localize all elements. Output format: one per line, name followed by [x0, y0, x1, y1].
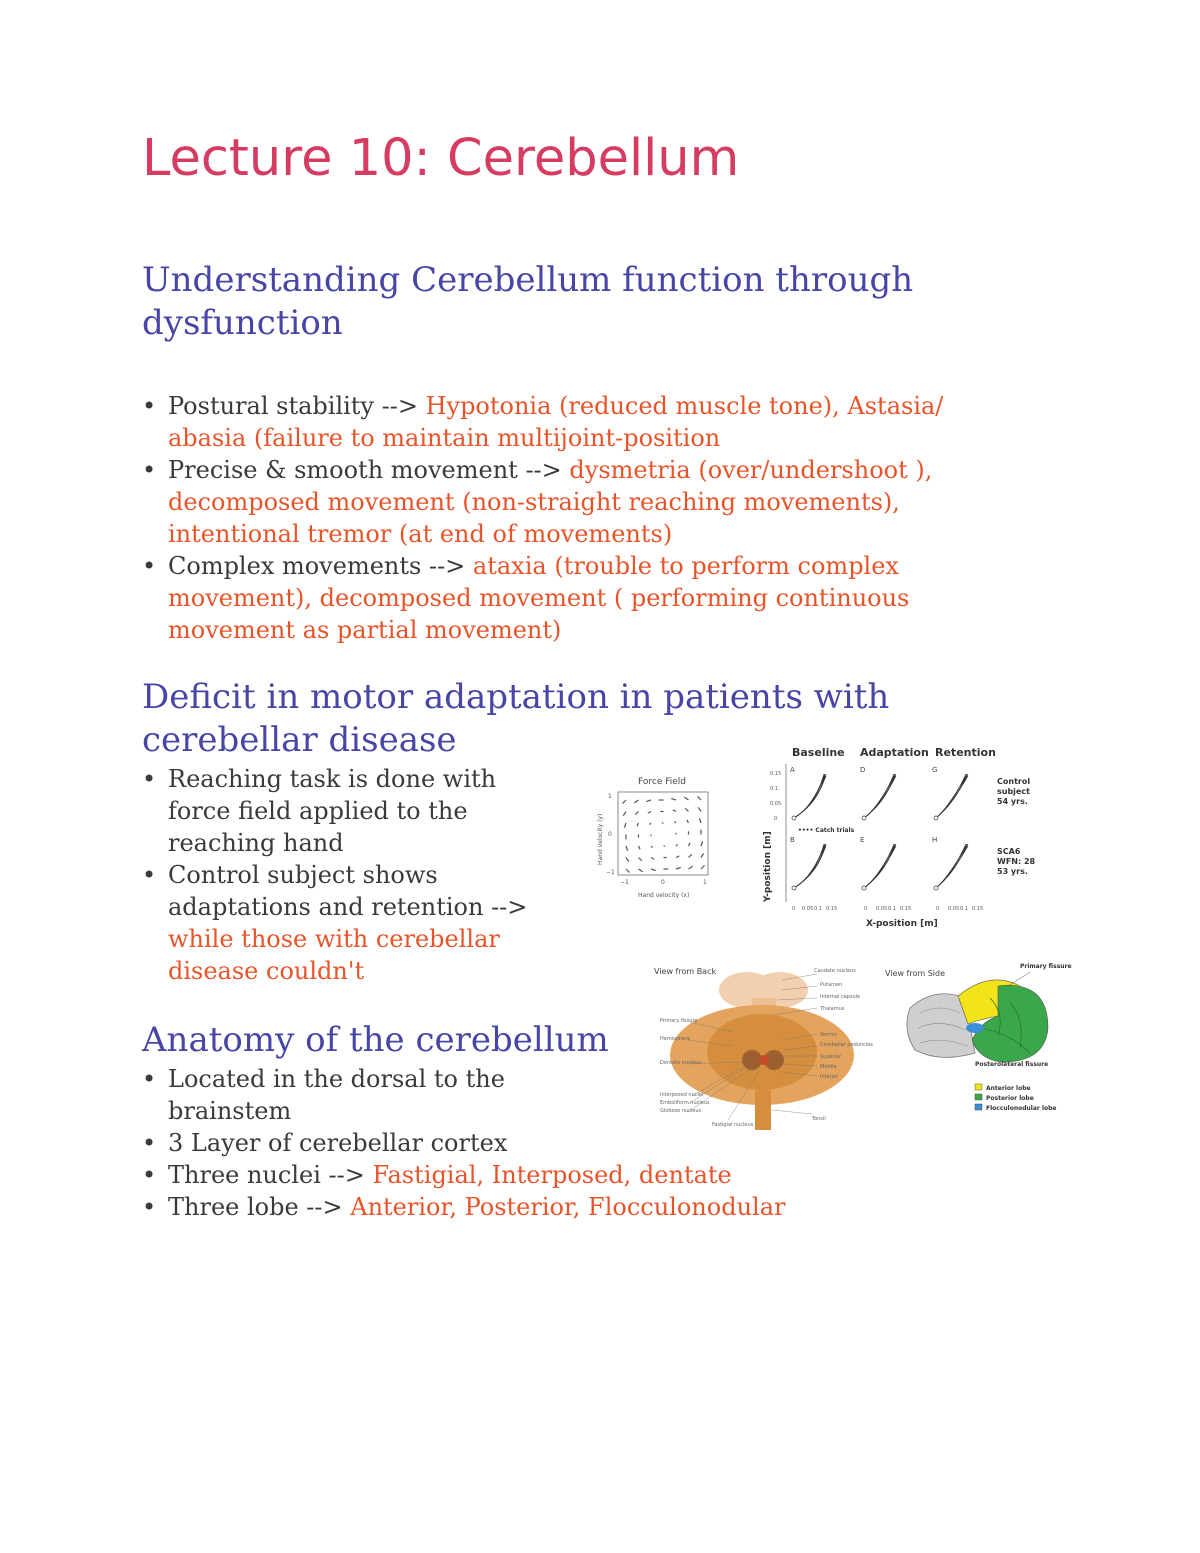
svg-text:Superior: Superior — [820, 1054, 842, 1060]
svg-text:Internal capsule: Internal capsule — [820, 994, 861, 1000]
cerebellum-side-illustration — [907, 980, 1048, 1062]
force-arrow — [651, 846, 653, 848]
force-arrow — [623, 812, 626, 816]
force-arrow — [701, 853, 704, 857]
list-item: • Three lobe --> Anterior, Posterior, Flocculonodular — [142, 1191, 902, 1223]
force-arrow — [626, 869, 630, 873]
list-item: • Three nuclei --> Fastigial, Interposed, dentate — [142, 1159, 902, 1191]
svg-text:Hemisphere: Hemisphere — [660, 1036, 691, 1042]
trajectory-line — [794, 774, 826, 818]
trajectory-line — [794, 846, 825, 888]
force-arrow — [673, 810, 676, 812]
force-arrow — [622, 800, 626, 804]
svg-text:View from Back: View from Back — [654, 967, 717, 976]
trajectory-line — [864, 776, 894, 818]
force-arrow — [637, 823, 639, 826]
trajectory-line — [794, 844, 824, 888]
trajectory-line — [936, 846, 966, 888]
svg-text:Y-position [m]: Y-position [m] — [763, 831, 773, 902]
trajectory-line — [794, 846, 824, 888]
svg-text:Hand velocity (y): Hand velocity (y) — [597, 813, 604, 865]
svg-text:Posterolateral fissure: Posterolateral fissure — [975, 1061, 1049, 1068]
start-point — [792, 886, 796, 890]
svg-text:0.15: 0.15 — [972, 906, 984, 912]
svg-text:0.15: 0.15 — [770, 771, 782, 777]
svg-text:Primary fissure: Primary fissure — [1020, 963, 1072, 970]
force-arrow — [639, 846, 641, 849]
list-item: • Postural stability --> Hypotonia (reduced muscle tone), Astasia/ abasia (failure to maintain multijoint-position — [142, 390, 1022, 454]
trajectory-line — [936, 844, 966, 888]
svg-text:Putamen: Putamen — [820, 982, 843, 988]
trajectory-line — [936, 774, 967, 818]
svg-text:E: E — [860, 836, 865, 844]
force-arrow — [685, 808, 688, 811]
start-point — [934, 816, 938, 820]
list-item: • Reaching task is done with force field applied to the reaching hand — [142, 763, 537, 859]
svg-text:0.1: 0.1 — [814, 906, 822, 912]
section-heading-motor-adaptation: Deficit in motor adaptation in patients with cerebellar disease — [142, 677, 890, 760]
svg-text:Caudate nucleus: Caudate nucleus — [814, 968, 856, 974]
svg-text:Cerebellar peduncles: Cerebellar peduncles — [820, 1042, 873, 1048]
svg-text:0: 0 — [936, 906, 940, 912]
force-arrow — [689, 854, 692, 857]
force-arrow — [676, 856, 679, 858]
svg-text:View from Side: View from Side — [885, 969, 945, 978]
svg-text:Anterior lobe: Anterior lobe — [986, 1085, 1031, 1092]
svg-text:0.15: 0.15 — [826, 906, 838, 912]
force-arrow — [676, 867, 681, 869]
trajectory-line — [936, 776, 966, 818]
legend-swatch-anterior — [975, 1084, 982, 1090]
force-arrow — [684, 797, 688, 800]
svg-text:subject: subject — [997, 787, 1030, 796]
trajectory-line — [794, 844, 825, 888]
svg-text:Hand velocity (x): Hand velocity (x) — [638, 892, 690, 899]
list-item: • Control subject shows adaptations and retention --> while those with cerebellar disease couldn't — [142, 859, 537, 987]
svg-text:Vermis: Vermis — [820, 1032, 837, 1038]
bullet-list-dysfunction — [142, 390, 1022, 646]
svg-text:Adaptation: Adaptation — [860, 746, 929, 759]
svg-text:Tonsil: Tonsil — [812, 1116, 826, 1122]
force-field-arrows — [622, 796, 704, 872]
svg-text:0.05: 0.05 — [876, 906, 888, 912]
force-field-title: Force Field — [638, 777, 686, 787]
force-arrow — [689, 843, 691, 846]
svg-text:Dentate nucleus: Dentate nucleus — [660, 1060, 702, 1066]
force-arrow — [676, 844, 678, 846]
trajectory-line — [794, 844, 825, 888]
svg-text:Primary fissure: Primary fissure — [660, 1018, 698, 1024]
cerebellum-back-view-figure — [652, 960, 872, 1140]
section-heading-dysfunction: Understanding Cerebellum function through dysfunction — [142, 260, 914, 343]
force-arrow — [634, 800, 638, 803]
svg-text:Fastigial nucleus: Fastigial nucleus — [712, 1122, 754, 1128]
trajectory-line — [936, 774, 966, 818]
trajectory-line — [794, 774, 824, 818]
svg-text:SCA6: SCA6 — [997, 847, 1021, 856]
svg-text:0.05: 0.05 — [802, 906, 814, 912]
force-arrow — [626, 858, 629, 862]
svg-text:D: D — [860, 766, 866, 774]
cerebellum-side-view-figure — [880, 958, 1072, 1118]
svg-text:0: 0 — [608, 831, 612, 838]
list-item: • Located in the dorsal to the brainstem — [142, 1063, 548, 1127]
svg-text:0.05: 0.05 — [948, 906, 960, 912]
trajectory-line — [794, 776, 824, 818]
svg-text:Control: Control — [997, 777, 1031, 786]
trajectory-line — [864, 844, 895, 888]
force-arrow — [671, 798, 676, 800]
trajectory-line — [864, 774, 895, 818]
svg-text:1: 1 — [608, 793, 612, 800]
leader-line — [1008, 972, 1030, 986]
svg-text:Retention: Retention — [935, 746, 996, 759]
trajectory-line — [864, 774, 894, 818]
force-arrow — [651, 869, 656, 871]
trajectory-figure — [752, 742, 1072, 932]
list-item: • 3 Layer of cerebellar cortex — [142, 1127, 902, 1159]
svg-text:Emboliform nucleus: Emboliform nucleus — [660, 1100, 710, 1106]
force-field-figure — [590, 770, 720, 905]
trajectory-line — [794, 774, 825, 818]
svg-text:Middle: Middle — [820, 1064, 837, 1070]
svg-text:Interposed nuclei: Interposed nuclei — [660, 1092, 704, 1098]
trajectory-line — [936, 846, 966, 888]
trajectory-line — [794, 776, 825, 818]
bullet-list-motor-adaptation — [142, 763, 537, 987]
force-field-frame — [618, 792, 708, 875]
svg-text:X-position [m]: X-position [m] — [866, 919, 938, 929]
page-title: Lecture 10: Cerebellum — [142, 129, 740, 188]
svg-text:0.1: 0.1 — [960, 906, 968, 912]
force-arrow — [651, 858, 654, 860]
svg-text:•••• Catch trials: •••• Catch trials — [798, 827, 855, 834]
svg-text:−1: −1 — [620, 879, 629, 886]
start-point — [792, 816, 796, 820]
trajectory-line — [864, 846, 894, 888]
trajectory-line — [864, 776, 894, 818]
svg-text:Thalamus: Thalamus — [820, 1006, 845, 1012]
force-arrow — [699, 818, 701, 823]
force-arrow — [624, 823, 626, 828]
svg-text:0: 0 — [864, 906, 868, 912]
trajectory-line — [794, 776, 824, 818]
trajectory-line — [936, 774, 967, 818]
trajectory-line — [794, 844, 826, 888]
trajectory-line — [864, 846, 894, 888]
trajectory-line — [936, 776, 966, 818]
svg-text:0.05: 0.05 — [770, 801, 782, 807]
force-arrow — [701, 865, 705, 869]
svg-text:0.1: 0.1 — [770, 786, 778, 792]
svg-text:WFN: 28: WFN: 28 — [997, 857, 1036, 866]
list-item: • Precise & smooth movement --> dysmetria (over/undershoot ), decomposed movement (non-straight reaching movements), intentional tremor (at end of movements) — [142, 454, 1022, 550]
start-point — [862, 816, 866, 820]
legend-swatch-flocculonodular — [975, 1104, 982, 1110]
svg-text:Inferior: Inferior — [820, 1074, 839, 1080]
svg-text:54 yrs.: 54 yrs. — [997, 797, 1028, 806]
force-arrow — [639, 858, 642, 861]
force-arrow — [646, 800, 651, 802]
trajectory-line — [864, 844, 894, 888]
legend-swatch-posterior — [975, 1094, 982, 1100]
svg-text:0.15: 0.15 — [900, 906, 912, 912]
svg-text:A: A — [790, 766, 795, 774]
force-arrow — [697, 796, 701, 800]
force-arrow — [626, 846, 628, 851]
svg-text:H: H — [932, 836, 938, 844]
force-arrow — [687, 820, 689, 823]
svg-text:Globose nucleus: Globose nucleus — [660, 1108, 702, 1114]
svg-text:G: G — [932, 766, 938, 774]
force-arrow — [701, 841, 703, 846]
trajectory-line — [936, 844, 967, 888]
start-point — [934, 886, 938, 890]
start-point — [862, 886, 866, 890]
lobe-legend — [975, 1084, 1057, 1112]
svg-text:1: 1 — [703, 879, 707, 886]
svg-text:B: B — [790, 836, 795, 844]
force-arrow — [639, 869, 643, 872]
svg-text:0.1: 0.1 — [888, 906, 896, 912]
svg-text:Flocculonodular lobe: Flocculonodular lobe — [986, 1105, 1057, 1112]
section-heading-anatomy: Anatomy of the cerebellum — [142, 1020, 609, 1060]
svg-text:0: 0 — [792, 906, 796, 912]
force-arrow — [689, 866, 693, 869]
svg-text:Baseline: Baseline — [792, 746, 845, 759]
svg-text:−1: −1 — [606, 869, 615, 876]
svg-text:Posterior lobe: Posterior lobe — [986, 1095, 1034, 1102]
svg-text:53 yrs.: 53 yrs. — [997, 867, 1028, 876]
force-arrow — [649, 823, 651, 825]
trajectory-line — [936, 844, 967, 888]
force-arrow — [648, 812, 651, 814]
trajectory-line — [794, 774, 825, 818]
svg-text:0: 0 — [774, 816, 778, 822]
trajectory-line — [794, 846, 824, 888]
svg-text:0: 0 — [661, 879, 665, 886]
trajectory-line — [864, 844, 895, 888]
list-item: • Complex movements --> ataxia (trouble to perform complex movement), decomposed movement ( performing continuous movement as partial movement) — [142, 550, 1022, 646]
force-arrow — [698, 807, 701, 811]
force-arrow — [674, 821, 676, 823]
trajectory-line — [864, 774, 895, 818]
force-arrow — [635, 812, 638, 815]
